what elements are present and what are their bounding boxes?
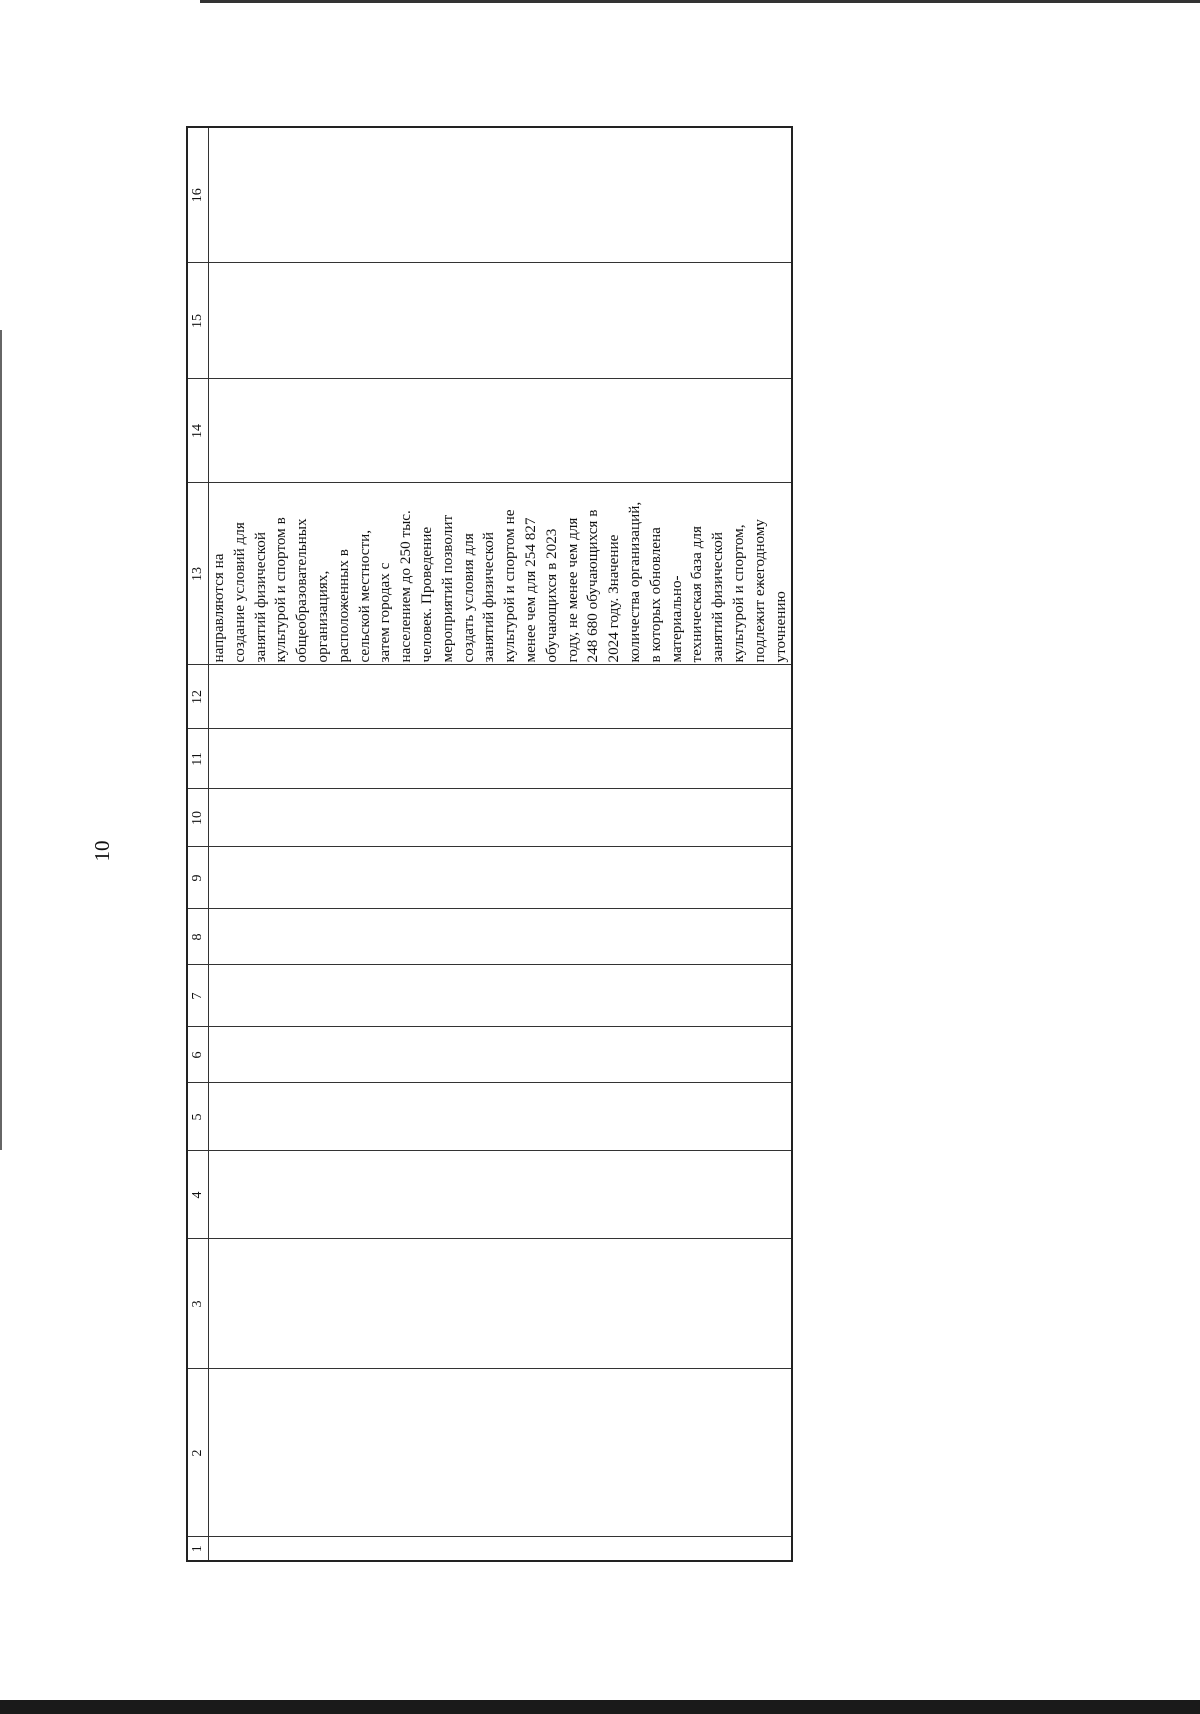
table-cell-10 [209,789,793,847]
col-header-5: 5 [187,1083,209,1151]
text-line: занятий физической [709,532,727,663]
text-line: менее чем для 254 827 [521,517,539,663]
text-line: организациях, [313,570,331,663]
text-line: количества организаций, [625,501,643,663]
col-header-2: 2 [187,1369,209,1537]
table-cell-4 [209,1151,793,1239]
text-line: создать условия для [459,533,477,663]
data-table [186,126,793,1562]
text-line: культурой и спортом, [729,524,747,663]
table-cell-3 [209,1239,793,1369]
text-line: 2024 году. Значение [605,534,623,663]
table-cell-7 [209,965,793,1027]
col-header-8: 8 [187,909,209,965]
text-line: направляются на [210,553,227,663]
text-line: материально- [667,575,685,663]
text-line: подлежит ежегодному [750,518,768,663]
col-header-11: 11 [187,729,209,789]
table-cell-2 [209,1369,793,1537]
table-cell-6 [209,1027,793,1083]
page-number: 10 [90,840,114,862]
col-header-9: 9 [187,847,209,909]
text-line: занятий физической [480,532,498,663]
table-cell-11 [209,729,793,789]
text-line: обучающихся в 2023 [542,528,560,663]
column-13-text [209,484,791,665]
table-cell-1 [209,1537,793,1561]
text-line: человек. Проведение [417,526,435,663]
table-row [209,127,793,1561]
text-line: занятий физической [251,532,269,663]
col-header-7: 7 [187,965,209,1027]
col-header-16: 16 [187,127,209,263]
page-left-edge [0,330,2,1150]
col-header-13: 13 [187,483,209,665]
text-line: общеобразовательных [293,518,311,663]
page-top-border [200,0,1200,3]
table-cell-14 [209,379,793,483]
text-line: 248 680 обучающихся в [584,509,602,663]
text-line: году, не менее чем для [563,517,581,663]
table-cell-8 [209,909,793,965]
table-cell-12 [209,665,793,729]
col-header-4: 4 [187,1151,209,1239]
text-line: культурой и спортом не [501,509,519,663]
table-cell-16 [209,127,793,263]
text-line: населением до 250 тыс. [397,510,415,663]
col-header-6: 6 [187,1027,209,1083]
text-line: в которых обновлена [646,527,664,663]
text-line: сельской местности, [355,529,373,663]
table-cell-9 [209,847,793,909]
rotated-table [186,128,789,1562]
text-line: культурой и спортом в [272,517,290,663]
text-line: создание условий для [230,522,248,663]
text-line: затем городах с [376,562,394,663]
text-line: уточнению [771,591,789,663]
col-header-12: 12 [187,665,209,729]
table-cell-15 [209,263,793,379]
text-line: расположенных в [334,549,352,663]
text-line: мероприятий позволит [438,514,456,663]
col-header-15: 15 [187,263,209,379]
col-header-1: 1 [187,1537,209,1561]
col-header-3: 3 [187,1239,209,1369]
table-cell-5 [209,1083,793,1151]
col-header-10: 10 [187,789,209,847]
column-number-row [187,127,209,1561]
col-header-14: 14 [187,379,209,483]
text-line: техническая база для [688,526,706,663]
page-bottom-band [0,1700,1200,1714]
table-cell-13 [209,483,793,665]
